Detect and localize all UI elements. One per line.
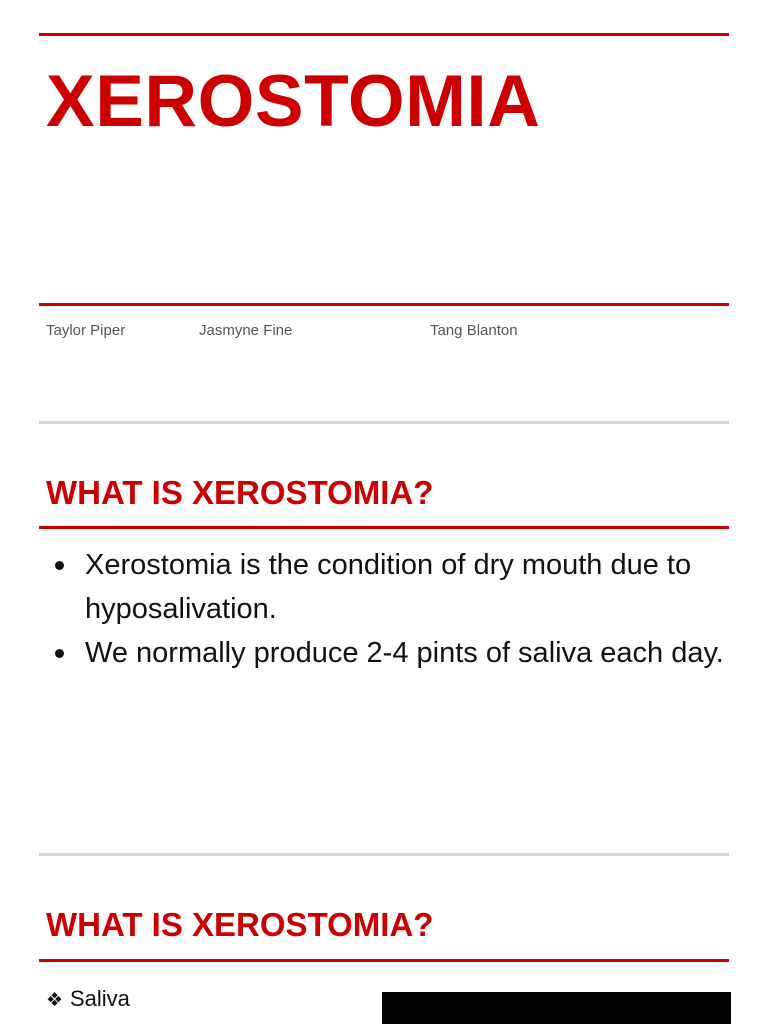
author-name: Jasmyne Fine — [199, 322, 293, 339]
section-heading: WHAT IS XEROSTOMIA? — [46, 906, 434, 943]
title-underline-rule — [39, 303, 729, 306]
section-heading: WHAT IS XEROSTOMIA? — [46, 474, 434, 511]
heading-underline-rule — [39, 526, 729, 529]
image-placeholder — [382, 992, 731, 1024]
bullet-dot-icon — [55, 649, 64, 658]
top-red-rule — [39, 33, 729, 36]
list-item-text: We normally produce 2-4 pints of saliva each day. — [85, 637, 724, 669]
list-item — [46, 631, 726, 675]
list-item — [46, 543, 726, 631]
page-title: XEROSTOMIA — [46, 61, 541, 142]
slide-separator — [39, 421, 729, 424]
list-item-text: Saliva — [70, 986, 130, 1011]
slide-separator — [39, 853, 729, 856]
diamond-bullet-icon: ❖ — [46, 990, 64, 1011]
list-item-text: Xerostomia is the condition of dry mouth due to hyposalivation. — [85, 549, 692, 625]
author-name: Taylor Piper — [46, 322, 126, 339]
list-item — [46, 984, 130, 1016]
heading-underline-rule — [39, 959, 729, 962]
author-name: Tang Blanton — [430, 322, 518, 339]
bullet-dot-icon — [55, 561, 64, 570]
bullet-list — [46, 543, 726, 675]
